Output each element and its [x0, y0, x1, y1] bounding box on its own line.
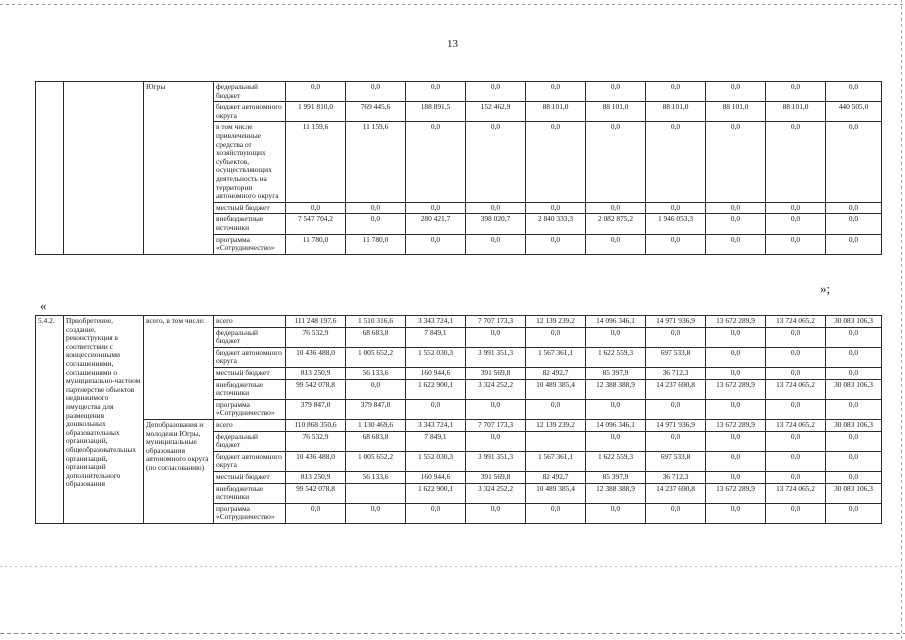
amount-cell: 0,0 — [586, 234, 646, 254]
amount-cell: 1 567 361,1 — [526, 347, 586, 367]
amount-cell: 0,0 — [706, 367, 766, 379]
amount-cell: 110 868 350,6 — [286, 419, 346, 431]
item-number-cell — [36, 82, 64, 255]
amount-cell: 82 492,7 — [526, 367, 586, 379]
amount-cell — [526, 431, 586, 451]
scan-edge-top — [0, 4, 905, 5]
amount-cell: 0,0 — [466, 327, 526, 347]
amount-cell: 152 462,9 — [466, 102, 526, 122]
amount-cell: 7 849,1 — [406, 431, 466, 451]
amount-cell: 7 707 173,3 — [466, 316, 526, 328]
amount-cell: 0,0 — [346, 503, 406, 523]
amount-cell: 56 133,6 — [346, 471, 406, 483]
amount-cell: 0,0 — [526, 82, 586, 102]
amount-cell: 0,0 — [466, 503, 526, 523]
amount-cell: 11 159,6 — [286, 122, 346, 202]
amount-cell: 10 489 385,4 — [526, 379, 586, 399]
amount-cell: 88 101,0 — [706, 102, 766, 122]
amount-cell: 1 622 900,1 — [406, 379, 466, 399]
scan-line — [0, 566, 905, 567]
amount-cell: 0,0 — [466, 202, 526, 214]
amount-cell: 0,0 — [466, 431, 526, 451]
amount-cell: 0,0 — [766, 451, 826, 471]
amount-cell: 1 552 030,3 — [406, 347, 466, 367]
amount-cell: 56 133,6 — [346, 367, 406, 379]
amount-cell: 391 569,8 — [466, 367, 526, 379]
table-row — [36, 82, 882, 102]
amount-cell: 0,0 — [766, 367, 826, 379]
amount-cell: 0,0 — [706, 122, 766, 202]
funding-source-label: федеральный бюджет — [214, 82, 286, 102]
amount-cell: 0,0 — [466, 82, 526, 102]
amount-cell — [346, 483, 406, 503]
amount-cell: 160 944,6 — [406, 471, 466, 483]
amount-cell: 76 532,9 — [286, 327, 346, 347]
amount-cell: 0,0 — [706, 202, 766, 214]
amount-cell: 0,0 — [826, 347, 882, 367]
funding-source-label: внебюджетные источники — [214, 214, 286, 234]
amount-cell: 1 622 900,1 — [406, 483, 466, 503]
amount-cell: 7 849,1 — [406, 327, 466, 347]
funding-source-label: бюджет автономного округа — [214, 347, 286, 367]
amount-cell: 99 542 078,8 — [286, 379, 346, 399]
amount-cell: 0,0 — [466, 399, 526, 419]
amount-cell: 0,0 — [586, 503, 646, 523]
amount-cell: 0,0 — [826, 82, 882, 102]
amount-cell: 0,0 — [826, 431, 882, 451]
amount-cell: 0,0 — [526, 234, 586, 254]
amount-cell: 0,0 — [766, 399, 826, 419]
amount-cell: 14 096 346,1 — [586, 316, 646, 328]
amount-cell: 0,0 — [706, 234, 766, 254]
amount-cell: 0,0 — [586, 202, 646, 214]
amount-cell: 0,0 — [766, 214, 826, 234]
amount-cell: 1 622 559,3 — [586, 347, 646, 367]
amount-cell: 3 324 252,2 — [466, 483, 526, 503]
amount-cell: 88 101,0 — [766, 102, 826, 122]
amount-cell: 99 542 078,8 — [286, 483, 346, 503]
amount-cell: 0,0 — [766, 234, 826, 254]
amount-cell: 0,0 — [406, 202, 466, 214]
amount-cell: 0,0 — [646, 234, 706, 254]
scan-edge-right — [901, 0, 902, 640]
amount-cell: 379 847,0 — [346, 399, 406, 419]
amount-cell: 3 343 724,1 — [406, 419, 466, 431]
amount-cell: 0,0 — [526, 503, 586, 523]
funding-table-item-5-4-2 — [35, 315, 882, 524]
amount-cell: 10 489 385,4 — [526, 483, 586, 503]
amount-cell: 13 672 289,9 — [706, 483, 766, 503]
amount-cell: 11 780,0 — [346, 234, 406, 254]
item-name-cell — [64, 82, 144, 255]
amount-cell: 0,0 — [826, 399, 882, 419]
amount-cell: 697 533,8 — [646, 451, 706, 471]
amount-cell: 0,0 — [706, 327, 766, 347]
amount-cell: 1 130 469,6 — [346, 419, 406, 431]
amount-cell: 88 101,0 — [646, 102, 706, 122]
amount-cell: 30 083 106,3 — [826, 316, 882, 328]
executor-cell: Югры — [144, 82, 214, 255]
amount-cell: 1 005 652,2 — [346, 347, 406, 367]
amount-cell: 813 250,9 — [286, 471, 346, 483]
amount-cell: 10 436 488,0 — [286, 347, 346, 367]
amount-cell: 0,0 — [706, 347, 766, 367]
amount-cell: 0,0 — [586, 399, 646, 419]
scan-edge-bottom — [0, 633, 905, 634]
amount-cell: 30 083 106,3 — [826, 483, 882, 503]
amount-cell: 88 101,0 — [526, 102, 586, 122]
amount-cell: 0,0 — [586, 431, 646, 451]
funding-source-label: программа «Сотрудничество» — [214, 503, 286, 523]
amount-cell: 14 096 346,1 — [586, 419, 646, 431]
amount-cell: 111 248 197,6 — [286, 316, 346, 328]
amount-cell: 0,0 — [706, 431, 766, 451]
amount-cell: 0,0 — [466, 122, 526, 202]
amount-cell: 0,0 — [406, 82, 466, 102]
amount-cell: 12 388 388,9 — [586, 379, 646, 399]
amount-cell: 0,0 — [826, 214, 882, 234]
executor-cell: всего, в том числе: — [144, 316, 214, 420]
amount-cell: 30 083 106,3 — [826, 379, 882, 399]
amount-cell: 1 005 652,2 — [346, 451, 406, 471]
funding-source-label: всего — [214, 316, 286, 328]
amount-cell: 0,0 — [586, 327, 646, 347]
amount-cell: 813 250,9 — [286, 367, 346, 379]
amount-cell: 13 724 065,2 — [766, 419, 826, 431]
amount-cell: 0,0 — [826, 327, 882, 347]
amount-cell: 1 567 361,1 — [526, 451, 586, 471]
amount-cell: 3 991 351,3 — [466, 451, 526, 471]
amount-cell: 188 891,5 — [406, 102, 466, 122]
amount-cell: 0,0 — [706, 471, 766, 483]
amount-cell: 0,0 — [646, 503, 706, 523]
amount-cell: 13 672 289,9 — [706, 419, 766, 431]
funding-source-label: бюджет автономного округа — [214, 102, 286, 122]
amount-cell: 0,0 — [406, 503, 466, 523]
amount-cell: 697 533,8 — [646, 347, 706, 367]
table-row — [36, 419, 882, 431]
funding-source-label: федеральный бюджет — [214, 327, 286, 347]
amount-cell: 0,0 — [466, 234, 526, 254]
amount-cell: 68 683,8 — [346, 431, 406, 451]
opening-quote: « — [40, 298, 47, 313]
amount-cell: 0,0 — [646, 431, 706, 451]
amount-cell: 14 237 690,8 — [646, 483, 706, 503]
amount-cell: 85 397,9 — [586, 471, 646, 483]
amount-cell: 391 569,8 — [466, 471, 526, 483]
funding-source-label: федеральный бюджет — [214, 431, 286, 451]
amount-cell: 2 082 875,2 — [586, 214, 646, 234]
amount-cell: 0,0 — [706, 451, 766, 471]
amount-cell: 13 724 065,2 — [766, 316, 826, 328]
amount-cell: 0,0 — [766, 327, 826, 347]
amount-cell: 0,0 — [706, 399, 766, 419]
amount-cell: 0,0 — [646, 82, 706, 102]
funding-source-label: программа «Сотрудничество» — [214, 234, 286, 254]
amount-cell: 0,0 — [286, 82, 346, 102]
amount-cell: 440 505,0 — [826, 102, 882, 122]
closing-quote: »; — [820, 281, 831, 296]
amount-cell: 13 672 289,9 — [706, 379, 766, 399]
amount-cell: 1 622 559,3 — [586, 451, 646, 471]
amount-cell: 12 139 239,2 — [526, 419, 586, 431]
amount-cell: 0,0 — [406, 399, 466, 419]
amount-cell: 1 552 030,3 — [406, 451, 466, 471]
amount-cell: 0,0 — [826, 451, 882, 471]
amount-cell: 379 847,0 — [286, 399, 346, 419]
funding-source-label: внебюджетные источники — [214, 379, 286, 399]
amount-cell: 14 971 936,9 — [646, 316, 706, 328]
amount-cell: 10 436 488,0 — [286, 451, 346, 471]
amount-cell: 0,0 — [346, 202, 406, 214]
amount-cell: 0,0 — [766, 503, 826, 523]
amount-cell: 0,0 — [826, 503, 882, 523]
funding-source-label: в том числе привлеченные средства от хозяйствующих субъектов, осуществляющих деятельность на территории автономного округа — [214, 122, 286, 202]
amount-cell: 0,0 — [526, 122, 586, 202]
amount-cell: 280 421,7 — [406, 214, 466, 234]
amount-cell: 68 683,8 — [346, 327, 406, 347]
amount-cell: 160 944,6 — [406, 367, 466, 379]
amount-cell: 0,0 — [286, 503, 346, 523]
amount-cell: 0,0 — [766, 202, 826, 214]
amount-cell: 76 532,9 — [286, 431, 346, 451]
table-row — [36, 316, 882, 328]
funding-source-label: бюджет автономного округа — [214, 451, 286, 471]
amount-cell: 12 139 239,2 — [526, 316, 586, 328]
amount-cell: 0,0 — [346, 82, 406, 102]
amount-cell: 0,0 — [346, 214, 406, 234]
amount-cell: 36 712,3 — [646, 367, 706, 379]
amount-cell: 0,0 — [526, 202, 586, 214]
amount-cell: 11 159,6 — [346, 122, 406, 202]
amount-cell: 13 724 065,2 — [766, 379, 826, 399]
funding-source-label: всего — [214, 419, 286, 431]
amount-cell: 7 707 173,3 — [466, 419, 526, 431]
amount-cell: 30 083 106,3 — [826, 419, 882, 431]
funding-table-continuation — [35, 81, 882, 255]
amount-cell: 3 991 351,3 — [466, 347, 526, 367]
amount-cell: 0,0 — [826, 367, 882, 379]
amount-cell: 0,0 — [526, 327, 586, 347]
amount-cell: 0,0 — [286, 202, 346, 214]
funding-source-label: местный бюджет — [214, 202, 286, 214]
amount-cell: 398 020,7 — [466, 214, 526, 234]
amount-cell: 0,0 — [826, 471, 882, 483]
amount-cell: 0,0 — [646, 202, 706, 214]
amount-cell: 14 237 690,8 — [646, 379, 706, 399]
amount-cell: 2 840 333,3 — [526, 214, 586, 234]
amount-cell: 0,0 — [406, 234, 466, 254]
item-name-cell: Приобретение, создание, реконструкция в соответствии с концессионными соглашениями, соглашениями о муниципально-частном партнерстве объектов недвижимого имущества для размещения дошкольных образовательных организаций, общеобразовательных организаций, организаций дополнительного образования — [64, 316, 144, 524]
funding-source-label: местный бюджет — [214, 367, 286, 379]
amount-cell: 0,0 — [826, 234, 882, 254]
amount-cell: 0,0 — [826, 202, 882, 214]
amount-cell: 3 343 724,1 — [406, 316, 466, 328]
amount-cell: 13 672 289,9 — [706, 316, 766, 328]
amount-cell: 1 991 810,0 — [286, 102, 346, 122]
amount-cell: 0,0 — [586, 122, 646, 202]
executor-cell: Депобразования и молодежи Югры, муниципальные образования автономного округа (по согласованию) — [144, 419, 214, 523]
page-number: 13 — [447, 38, 458, 50]
amount-cell: 0,0 — [766, 122, 826, 202]
amount-cell: 1 510 316,6 — [346, 316, 406, 328]
amount-cell: 7 547 704,2 — [286, 214, 346, 234]
amount-cell: 0,0 — [766, 471, 826, 483]
funding-source-label: программа «Сотрудничество» — [214, 399, 286, 419]
amount-cell: 3 324 252,2 — [466, 379, 526, 399]
amount-cell: 13 724 065,2 — [766, 483, 826, 503]
amount-cell: 769 445,6 — [346, 102, 406, 122]
amount-cell: 14 971 936,9 — [646, 419, 706, 431]
amount-cell: 0,0 — [586, 82, 646, 102]
amount-cell: 88 101,0 — [586, 102, 646, 122]
amount-cell: 82 492,7 — [526, 471, 586, 483]
amount-cell: 0,0 — [646, 399, 706, 419]
amount-cell: 0,0 — [826, 122, 882, 202]
amount-cell: 1 946 053,3 — [646, 214, 706, 234]
amount-cell: 0,0 — [646, 122, 706, 202]
amount-cell: 0,0 — [526, 399, 586, 419]
amount-cell: 0,0 — [766, 431, 826, 451]
amount-cell: 0,0 — [646, 327, 706, 347]
item-number-cell: 5.4.2. — [36, 316, 64, 524]
amount-cell: 0,0 — [766, 82, 826, 102]
amount-cell: 11 780,0 — [286, 234, 346, 254]
amount-cell: 0,0 — [706, 214, 766, 234]
funding-source-label: внебюджетные источники — [214, 483, 286, 503]
amount-cell: 85 397,9 — [586, 367, 646, 379]
amount-cell: 0,0 — [766, 347, 826, 367]
funding-source-label: местный бюджет — [214, 471, 286, 483]
amount-cell: 0,0 — [706, 82, 766, 102]
amount-cell: 0,0 — [406, 122, 466, 202]
amount-cell: 36 712,3 — [646, 471, 706, 483]
amount-cell: 12 388 388,9 — [586, 483, 646, 503]
amount-cell: 0,0 — [706, 503, 766, 523]
amount-cell: 0,0 — [346, 379, 406, 399]
